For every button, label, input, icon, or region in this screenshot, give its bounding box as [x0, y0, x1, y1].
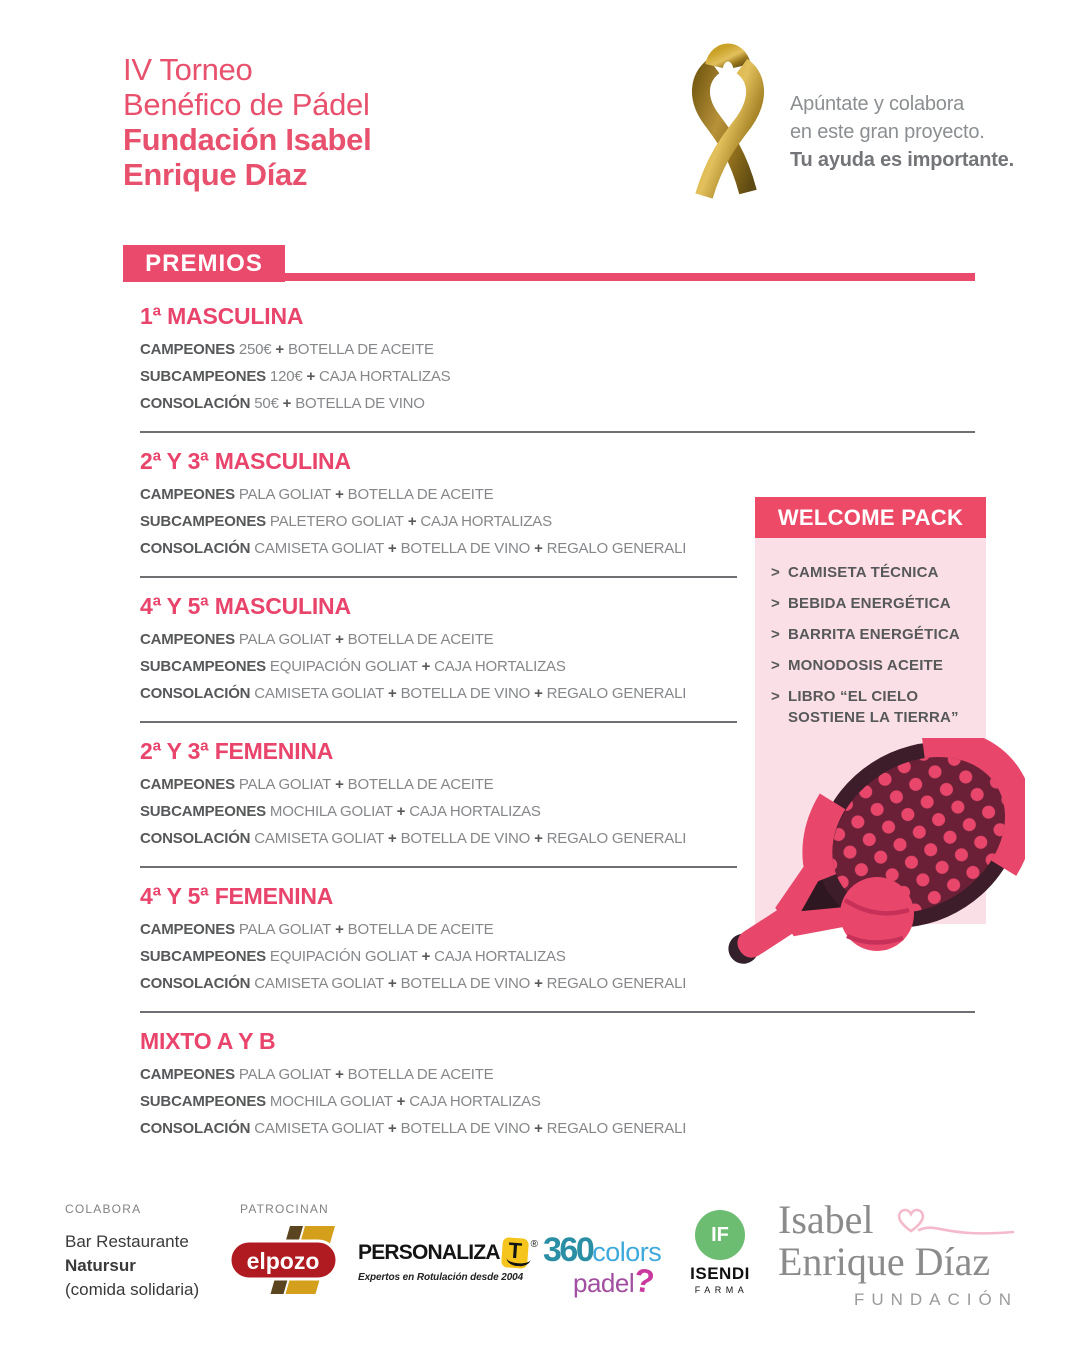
prize-row-label: CAMPEONES: [140, 341, 239, 358]
elpozo-wordmark: elpozo: [246, 1248, 320, 1274]
prize-row-text: CAJA HORTALIZAS: [434, 658, 566, 675]
smile-icon: [506, 1250, 531, 1267]
plus-sign: +: [530, 1120, 547, 1137]
welcome-pack-item-text: CAMISETA TÉCNICA: [787, 564, 939, 581]
plus-sign: +: [392, 803, 410, 820]
colabora-line: (comida solidaria): [65, 1280, 200, 1299]
360colors-padel-logo: [543, 1233, 673, 1305]
section-title: 1ª MASCULINA: [140, 303, 304, 329]
prize-row-label: SUBCAMPEONES: [140, 803, 270, 820]
plus-sign: +: [403, 513, 421, 530]
prize-row-label: CONSOLACIÓN: [140, 975, 255, 992]
section-divider: [140, 866, 737, 868]
personaliza-tagline: Expertos en Rotulación desde 2004: [358, 1272, 524, 1283]
prize-row-label: SUBCAMPEONES: [140, 1093, 270, 1110]
prize-row-label: CAMPEONES: [140, 486, 239, 503]
prize-row-text: BOTELLA DE ACEITE: [287, 341, 434, 358]
plus-sign: +: [278, 395, 296, 412]
plus-sign: +: [384, 685, 401, 702]
prize-row: [140, 336, 985, 363]
prize-row-text: REGALO GENERALI: [546, 540, 687, 557]
prize-row: [140, 390, 985, 417]
prize-section: [140, 302, 985, 433]
section-title: 2ª Y 3ª FEMENINA: [140, 738, 334, 764]
title-line: Fundación Isabel: [123, 122, 372, 157]
personaliza-t-icon: [501, 1237, 529, 1269]
prize-row-text: BOTELLA DE ACEITE: [347, 1066, 494, 1083]
gold-awareness-ribbon-icon: [678, 42, 778, 215]
prize-row-label: CONSOLACIÓN: [140, 830, 255, 847]
prize-row-text: 50€: [254, 395, 279, 412]
welcome-pack-item: [771, 593, 972, 614]
isendi-sub: FARMA: [694, 1285, 749, 1295]
arrow-right-icon: >: [771, 595, 780, 612]
section-divider: [140, 721, 737, 723]
prize-row-text: PALA GOLIAT: [238, 1066, 332, 1083]
prize-row-text: 120€: [269, 368, 303, 385]
section-title: 2ª Y 3ª MASCULINA: [140, 448, 351, 474]
prize-row-label: CAMPEONES: [140, 631, 239, 648]
colabora-credit: [65, 1230, 199, 1302]
prize-row: [140, 1088, 985, 1115]
slogan-line: Tu ayuda es importante.: [790, 149, 1014, 171]
prize-row-text: CAMISETA GOLIAT: [254, 685, 385, 702]
welcome-pack-item: [771, 562, 972, 583]
plus-sign: +: [417, 948, 435, 965]
arrow-right-icon: >: [771, 657, 780, 674]
isendi-badge-icon: IF: [695, 1210, 745, 1260]
prize-row-text: REGALO GENERALI: [546, 830, 687, 847]
welcome-pack-item-text: BEBIDA ENERGÉTICA: [787, 595, 951, 612]
prize-row-text: CAMISETA GOLIAT: [254, 540, 385, 557]
section-divider: [140, 576, 737, 578]
prize-row-label: CAMPEONES: [140, 1066, 239, 1083]
prize-row-text: REGALO GENERALI: [546, 1120, 687, 1137]
prize-row-text: EQUIPACIÓN GOLIAT: [269, 658, 418, 675]
welcome-pack-item-text: MONODOSIS ACEITE: [787, 657, 944, 674]
isendi-name: ISENDI: [690, 1264, 750, 1283]
plus-sign: +: [530, 830, 547, 847]
prize-row-text: EQUIPACIÓN GOLIAT: [269, 948, 418, 965]
colabora-label: COLABORA: [65, 1202, 142, 1216]
plus-sign: +: [331, 1066, 348, 1083]
prize-row-text: CAJA HORTALIZAS: [409, 803, 541, 820]
section-divider: [140, 431, 975, 433]
personaliza-t-logo: [358, 1238, 538, 1283]
prize-row-text: REGALO GENERALI: [546, 975, 687, 992]
plus-sign: +: [271, 341, 288, 358]
welcome-pack-item: [771, 624, 972, 645]
slogan: [790, 90, 1014, 174]
premios-heading: PREMIOS: [123, 245, 285, 282]
plus-sign: +: [384, 1120, 401, 1137]
welcome-pack-item-text: LIBRO “EL CIELO SOSTIENE LA TIERRA”: [787, 688, 959, 726]
plus-sign: +: [331, 776, 348, 793]
arrow-right-icon: >: [771, 564, 780, 581]
section-title: MIXTO A Y B: [140, 1028, 276, 1054]
prize-row-text: CAJA HORTALIZAS: [420, 513, 552, 530]
prize-row-text: BOTELLA DE VINO: [400, 830, 531, 847]
colabora-line: Natursur: [65, 1256, 136, 1275]
prize-section: [140, 1027, 985, 1142]
prize-row-text: BOTELLA DE VINO: [400, 540, 531, 557]
padel-text: padel: [573, 1268, 635, 1298]
prize-row-label: CONSOLACIÓN: [140, 1120, 255, 1137]
prize-row-text: BOTELLA DE ACEITE: [347, 486, 494, 503]
prize-row: [140, 1061, 985, 1088]
plus-sign: +: [384, 975, 401, 992]
prize-row-text: PALA GOLIAT: [238, 776, 332, 793]
elpozo-logo: [228, 1226, 340, 1299]
plus-sign: +: [530, 540, 547, 557]
prize-row-text: MOCHILA GOLIAT: [269, 1093, 393, 1110]
prize-row-text: BOTELLA DE ACEITE: [347, 776, 494, 793]
arrow-right-icon: >: [771, 626, 780, 643]
prize-row-text: MOCHILA GOLIAT: [269, 803, 393, 820]
isendi-farma-logo: [688, 1210, 752, 1295]
fundacion-line1: Isabel: [778, 1197, 874, 1242]
prize-row-text: 250€: [238, 341, 272, 358]
prize-row-text: CAJA HORTALIZAS: [409, 1093, 541, 1110]
poster-title: [123, 52, 371, 192]
prize-row-text: REGALO GENERALI: [546, 685, 687, 702]
prize-row-text: BOTELLA DE ACEITE: [347, 921, 494, 938]
prize-row-text: PALA GOLIAT: [238, 921, 332, 938]
prize-row-text: PALA GOLIAT: [238, 486, 332, 503]
prize-row-text: PALETERO GOLIAT: [269, 513, 404, 530]
welcome-pack-title: WELCOME PACK: [755, 497, 986, 538]
prize-row-text: BOTELLA DE VINO: [400, 1120, 531, 1137]
plus-sign: +: [331, 921, 348, 938]
prize-row-label: SUBCAMPEONES: [140, 948, 270, 965]
prize-row-text: BOTELLA DE VINO: [295, 395, 425, 412]
slogan-line: Apúntate y colabora: [790, 93, 965, 115]
fundacion-line2: Enrique Díaz: [778, 1239, 991, 1284]
prize-row-label: SUBCAMPEONES: [140, 513, 270, 530]
welcome-pack-item: [771, 686, 972, 728]
prize-row-text: PALA GOLIAT: [238, 631, 332, 648]
prize-row-label: CONSOLACIÓN: [140, 395, 255, 412]
prize-row-label: SUBCAMPEONES: [140, 368, 270, 385]
prize-row-text: BOTELLA DE VINO: [400, 975, 531, 992]
fundacion-logo: [778, 1198, 1018, 1310]
prize-row-label: SUBCAMPEONES: [140, 658, 270, 675]
fundacion-line3: FUNDACIÓN: [853, 1290, 1018, 1309]
prize-row-text: CAJA HORTALIZAS: [319, 368, 451, 385]
title-line: Enrique Díaz: [123, 157, 308, 192]
prize-row-text: CAMISETA GOLIAT: [254, 830, 385, 847]
padel-racket-illustration: [695, 738, 1025, 1013]
personaliza-t-letter: T: [507, 1237, 523, 1264]
prize-row-label: CAMPEONES: [140, 921, 239, 938]
prize-row: [140, 1115, 985, 1142]
plus-sign: +: [530, 975, 547, 992]
racket-question-icon: ?: [631, 1260, 657, 1301]
patrocinan-label: PATROCINAN: [240, 1202, 329, 1216]
prize-row-text: BOTELLA DE VINO: [400, 685, 531, 702]
heart-ribbon-squiggle-icon: [883, 1202, 1018, 1249]
plus-sign: +: [384, 540, 401, 557]
prize-row-label: CONSOLACIÓN: [140, 685, 255, 702]
premios-underline-bar: [285, 273, 975, 281]
arrow-right-icon: >: [771, 688, 780, 705]
prize-row-label: CAMPEONES: [140, 776, 239, 793]
slogan-line: en este gran proyecto.: [790, 121, 985, 143]
plus-sign: +: [417, 658, 435, 675]
section-title: 4ª Y 5ª FEMENINA: [140, 883, 334, 909]
plus-sign: +: [384, 830, 401, 847]
prize-row-text: CAMISETA GOLIAT: [254, 1120, 385, 1137]
prize-row-text: CAMISETA GOLIAT: [254, 975, 385, 992]
section-title: 4ª Y 5ª MASCULINA: [140, 593, 351, 619]
plus-sign: +: [331, 631, 348, 648]
plus-sign: +: [530, 685, 547, 702]
title-line: IV Torneo: [123, 52, 253, 87]
welcome-pack-item-text: BARRITA ENERGÉTICA: [787, 626, 960, 643]
plus-sign: +: [302, 368, 319, 385]
prize-row: [140, 363, 985, 390]
prize-row-text: BOTELLA DE ACEITE: [347, 631, 494, 648]
prize-row-label: CONSOLACIÓN: [140, 540, 255, 557]
title-line: Benéfico de Pádel: [123, 87, 370, 122]
360-text: 360: [543, 1231, 593, 1269]
personaliza-wordmark: PERSONALIZA: [358, 1241, 500, 1264]
colabora-line: Bar Restaurante: [65, 1232, 189, 1251]
plus-sign: +: [392, 1093, 410, 1110]
colors-text: colors: [592, 1237, 662, 1267]
welcome-pack-item: [771, 655, 972, 676]
plus-sign: +: [331, 486, 348, 503]
registered-mark: ®: [530, 1239, 538, 1250]
prize-row-text: CAJA HORTALIZAS: [434, 948, 566, 965]
